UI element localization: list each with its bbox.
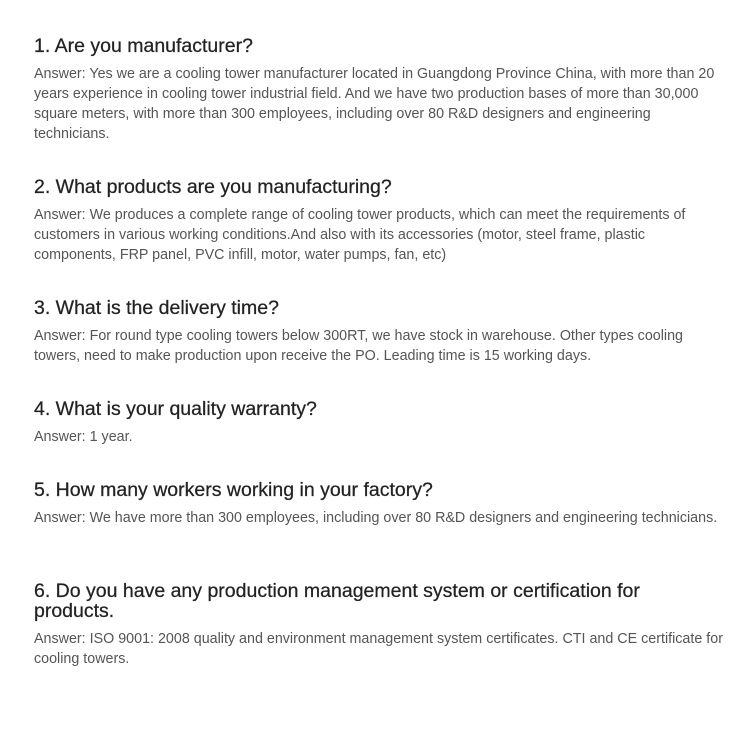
faq-question: 1. Are you manufacturer? <box>34 35 253 57</box>
faq-answer: Answer: Yes we are a cooling tower manufacturer located in Guangdong Province China, with more than 20 years experience in cooling tower industrial field. And we have two production bases of more than 30,000 square meters, with more than 300 employees, including over 80 R&D designers and engineering technicians. <box>34 66 715 142</box>
faq-question: 5. How many workers working in your factory? <box>34 479 433 501</box>
faq-answer: Answer: We produces a complete range of cooling tower products, which can meet the requirements of customers in various working conditions.And also with its accessories (motor, steel frame, plastic components, FRP panel, PVC infill, motor, water pumps, fan, etc) <box>34 207 686 263</box>
faq-item <box>34 480 724 528</box>
faq-item <box>34 298 724 366</box>
faq-answer: Answer: For round type cooling towers below 300RT, we have stock in warehouse. Other types cooling towers, need to make production upon receive the PO. Leading time is 15 working days. <box>34 328 683 364</box>
faq-question: 2. What products are you manufacturing? <box>34 176 392 198</box>
faq-question: 3. What is the delivery time? <box>34 297 279 319</box>
faq-answer: Answer: ISO 9001: 2008 quality and environment management system certificates. CTI and CE certificate for cooling towers. <box>34 631 723 667</box>
faq-question: 6. Do you have any production management system or certification for products. <box>34 580 640 622</box>
faq-item <box>34 177 724 265</box>
faq-answer: Answer: We have more than 300 employees, including over 80 R&D designers and engineering technicians. <box>34 510 718 526</box>
faq-item <box>34 399 724 447</box>
faq-question: 4. What is your quality warranty? <box>34 398 317 420</box>
faq-item <box>34 581 724 669</box>
faq-item <box>34 36 724 144</box>
faq-answer: Answer: 1 year. <box>34 429 133 445</box>
